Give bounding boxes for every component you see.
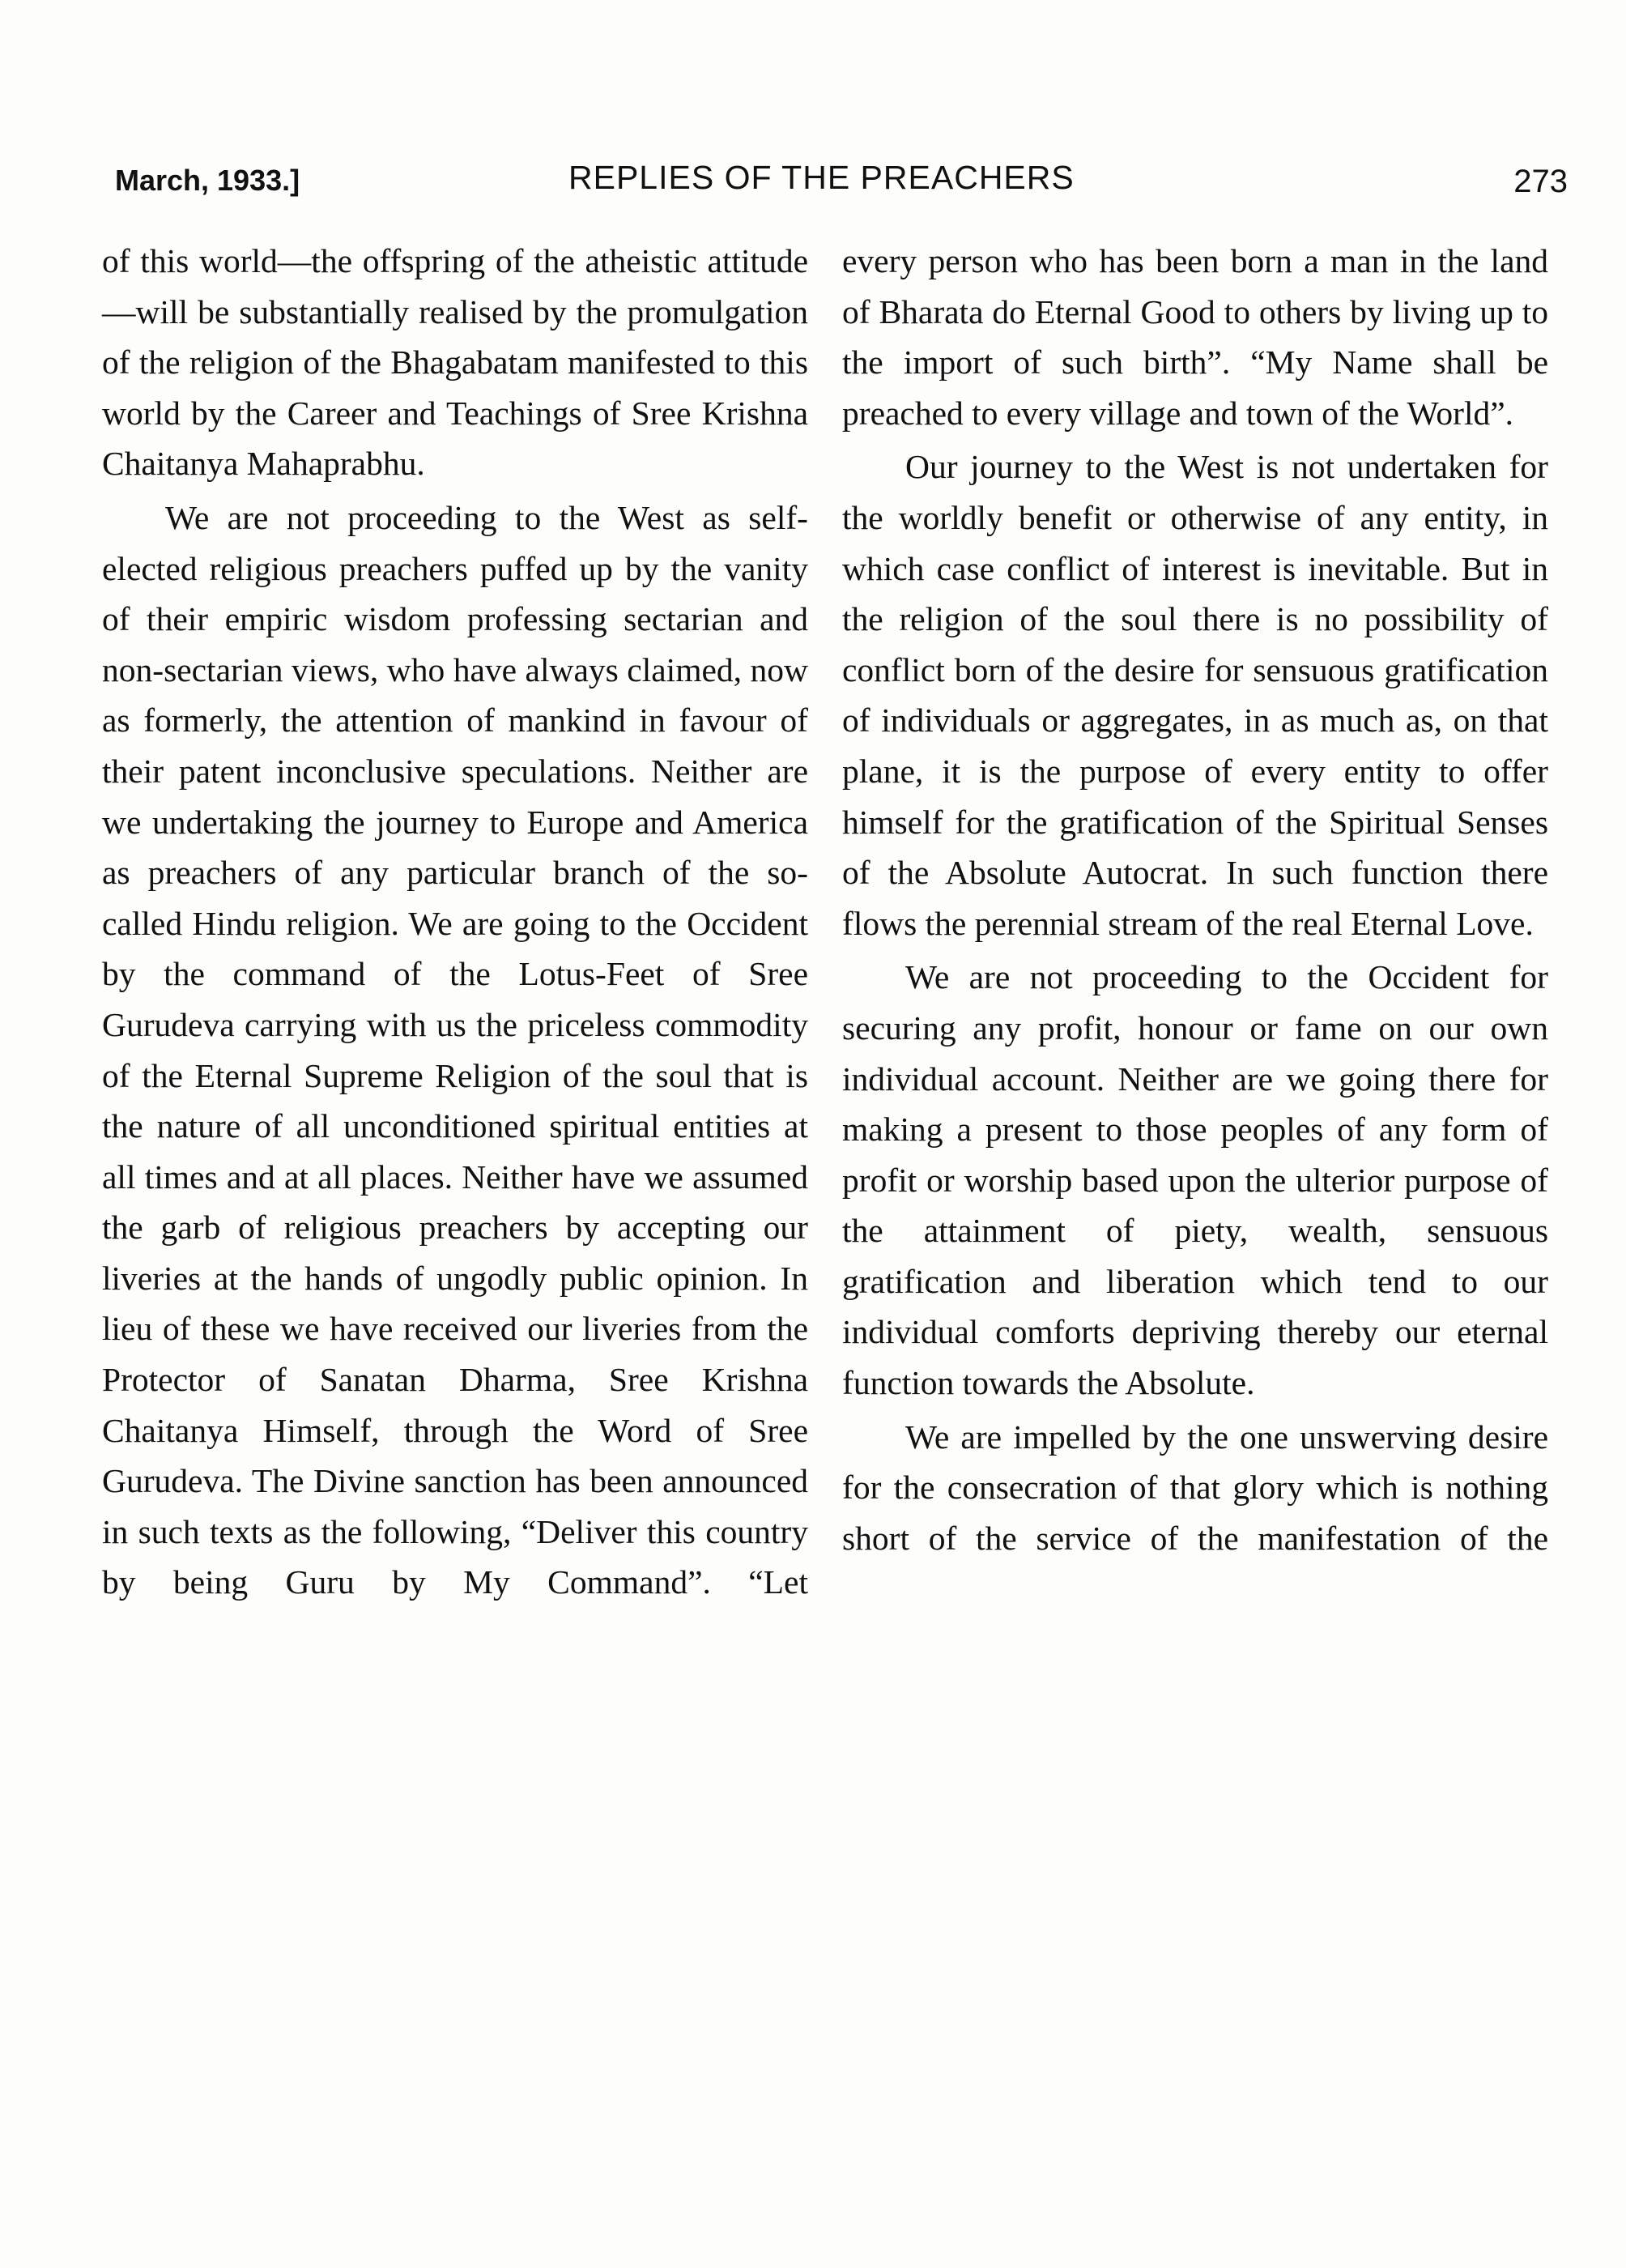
paragraph: We are not proceeding to the Occident for securing any profit, honour or fame on our own individual account. Neither are we going there for making a present to those peoples of any form of profit or worship based upon the ulterior purpose of the attainment of piety, wealth, sensuous gratification and liberation which tend to our individual comforts depriving thereby our eternal function towards the Absolute. — [842, 958, 1548, 1402]
page-number: 273 — [1513, 164, 1568, 199]
paragraph: every person who has been born a man in the land of Bharata do Eternal Good to others by living up to the import of such birth”. “My Name shall be preached to every village and town of the World”. — [842, 242, 1548, 432]
paragraph: of this world—the offspring of the atheistic attitude—will be substantially realised by the promulgation of the religion of the Bhagabatam manifested to this world by the Career and Teachings of Sree Krishna Chaitanya Mahaprabhu. — [102, 242, 808, 483]
paragraph: We are not proceeding to the West as self-elected religious preachers puffed up by the vanity of their empiric wisdom professing sectarian and non-sectarian views, who have always claimed, now as formerly, the attention of mankind in favour of their patent inconclusive speculations. Neither are we undertaking the journey to Europe and America as preachers of any particular branch of the so-called Hindu religion. We are going to the Occident by the command of the Lotus-Feet of Sree Gurudeva carrying with us the priceless commodity of the Eternal Supreme Religion of the soul that is the nature of all unconditioned spiritual entities at all times and at all places. Neither have we assumed the garb of religious preachers by accepting our liveries at the hands of ungodly public opinion. In lieu of these we have received our liveries from the Protector of Sanatan Dharma, Sree Krishna Chaitanya Himself, through the Word of Sree Gurudeva. The Divine sanction has been announced in such texts as the following, “Deliver this country by being Guru by My Command”. “Let — [102, 498, 808, 1601]
paragraph: Our journey to the West is not undertaken for the worldly benefit or otherwise of any entity, in which case conflict of interest is inevitable. But in the religion of the soul there is no possibility of conflict born of the desire for sensuous gratification of individuals or aggregates, in as much as, on that plane, it is the purpose of every entity to offer himself for the gratification of the Spiritual Senses of the Absolute Autocrat. In such function there flows the perennial stream of the real Eternal Love. — [842, 448, 1548, 942]
right-column — [842, 236, 1548, 1563]
running-head — [115, 159, 1573, 207]
left-column — [102, 236, 808, 1608]
article-title: REPLIES OF THE PREACHERS — [568, 159, 1075, 196]
paragraph: We are impelled by the one unswerving desire for the consecration of that glory which is nothing short of the service of the manifestation of the — [842, 1418, 1548, 1557]
issue-date: March, 1933.] — [115, 164, 300, 197]
